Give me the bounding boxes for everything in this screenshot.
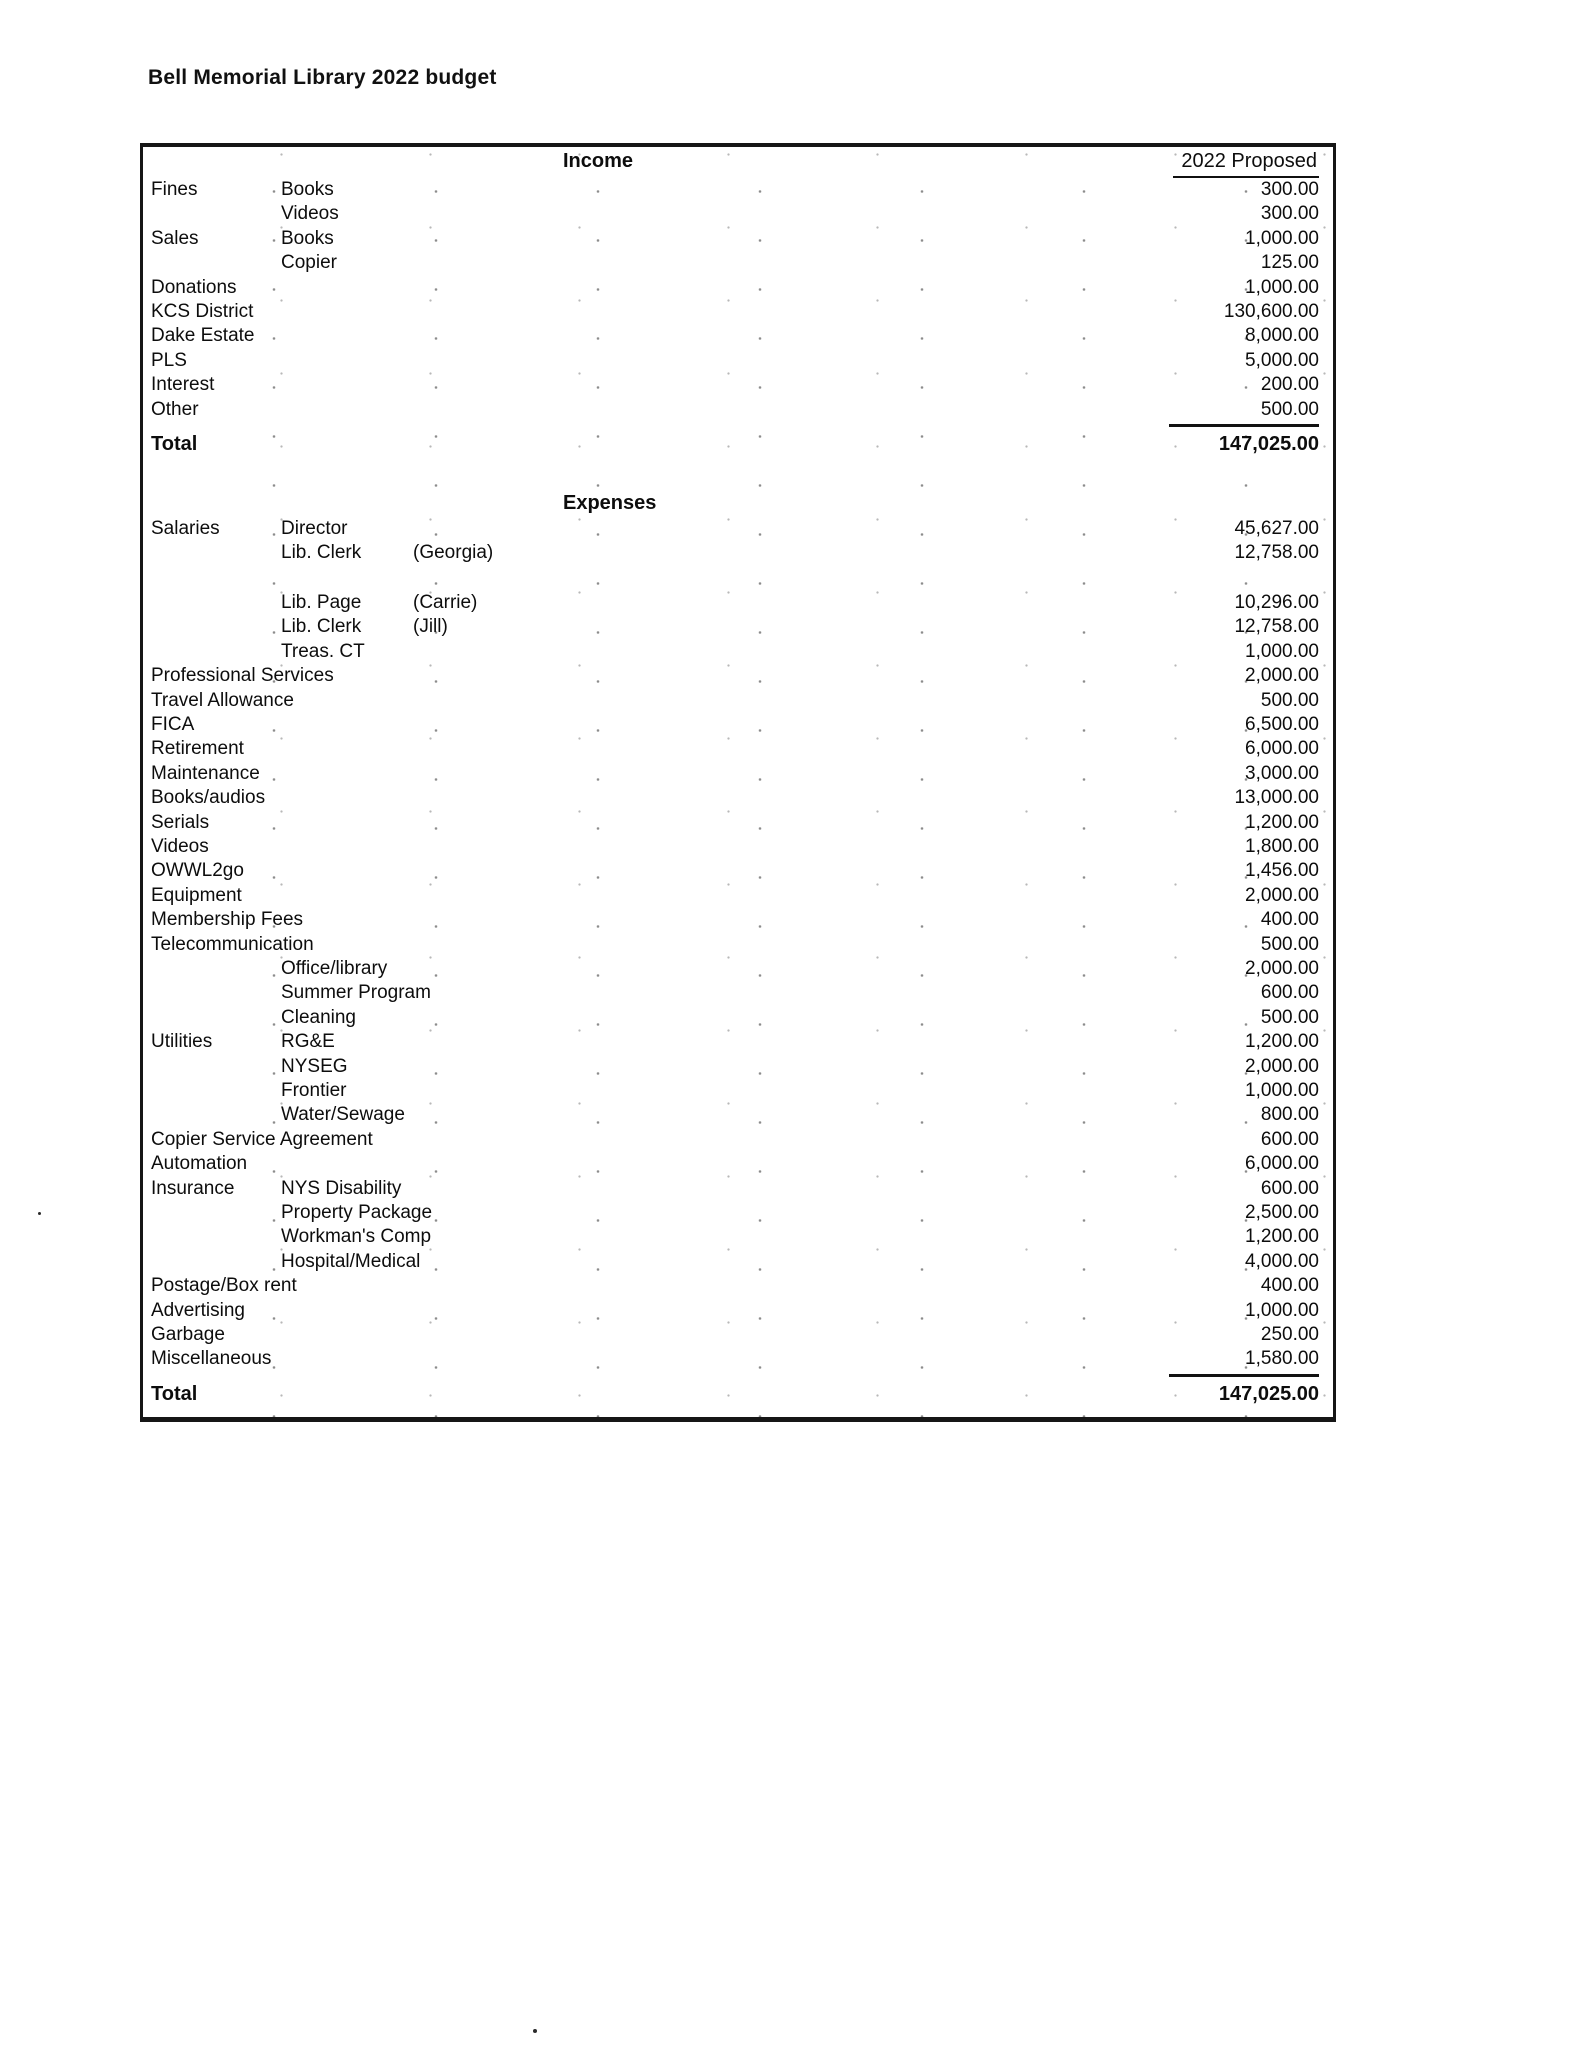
total-row — [143, 1382, 1333, 1410]
row-category: KCS District — [151, 301, 254, 323]
row-category: Serials — [151, 811, 210, 833]
table-row — [143, 1030, 1333, 1054]
row-item: Lib. Clerk — [281, 616, 362, 638]
table-row — [143, 908, 1333, 932]
row-amount: 3,000.00 — [1245, 762, 1319, 784]
row-item: Summer Program — [281, 982, 431, 1004]
row-item: Books — [281, 179, 334, 200]
row-category: Advertising — [151, 1299, 245, 1321]
row-item: Books — [281, 227, 334, 249]
row-category: Dake Estate — [151, 325, 255, 347]
row-amount: 10,296.00 — [1234, 591, 1319, 613]
row-category: Fines — [151, 179, 198, 200]
total-label: Total — [151, 1382, 198, 1405]
row-amount: 400.00 — [1260, 1275, 1319, 1297]
row-item: Copier — [281, 252, 337, 274]
row-amount: 800.00 — [1260, 1104, 1319, 1126]
row-amount: 6,500.00 — [1245, 713, 1319, 735]
row-amount: 2,500.00 — [1245, 1202, 1319, 1224]
scan-speck — [38, 1212, 41, 1215]
row-category: Sales — [151, 227, 199, 249]
row-category: Telecommunication — [151, 933, 314, 955]
row-amount: 130,600.00 — [1223, 301, 1319, 323]
table-row — [143, 373, 1333, 397]
table-row — [143, 1128, 1333, 1152]
row-category: Travel Allowance — [151, 689, 294, 711]
row-item: Cleaning — [281, 1006, 356, 1028]
table-row — [143, 300, 1333, 324]
table-row — [143, 1274, 1333, 1298]
table-row — [143, 981, 1333, 1005]
row-detail: (Georgia) — [413, 542, 494, 564]
table-row — [143, 1201, 1333, 1225]
row-item: Water/Sewage — [281, 1104, 405, 1126]
table-row — [143, 1079, 1333, 1103]
total-amount: 147,025.00 — [1218, 433, 1319, 456]
row-amount: 5,000.00 — [1245, 349, 1319, 371]
row-amount: 500.00 — [1260, 1006, 1319, 1028]
budget-table — [140, 143, 1336, 1422]
table-row — [143, 251, 1333, 275]
row-detail: (Carrie) — [413, 591, 478, 613]
row-category: Miscellaneous — [151, 1348, 272, 1370]
table-row — [143, 1055, 1333, 1079]
row-amount: 1,000.00 — [1245, 640, 1319, 662]
row-category: Retirement — [151, 738, 244, 760]
page-title: Bell Memorial Library 2022 budget — [148, 66, 497, 89]
table-row — [143, 349, 1333, 373]
table-row — [143, 835, 1333, 859]
row-item: Treas. CT — [281, 640, 365, 662]
row-amount: 600.00 — [1260, 982, 1319, 1004]
row-item: Frontier — [281, 1080, 347, 1101]
table-row — [143, 1299, 1333, 1323]
row-amount: 200.00 — [1260, 374, 1319, 396]
table-row — [143, 591, 1333, 615]
table-row — [143, 1152, 1333, 1176]
row-item: Videos — [281, 203, 339, 225]
row-category: Maintenance — [151, 762, 260, 784]
row-amount: 1,000.00 — [1245, 276, 1319, 298]
section-header-row — [143, 490, 1333, 517]
row-category: Videos — [151, 835, 209, 857]
total-amount: 147,025.00 — [1218, 1382, 1319, 1405]
row-amount: 45,627.00 — [1234, 518, 1319, 540]
row-category: FICA — [151, 713, 195, 735]
row-amount: 4,000.00 — [1245, 1250, 1319, 1272]
row-amount: 400.00 — [1260, 909, 1319, 931]
row-amount: 125.00 — [1260, 252, 1319, 274]
row-amount: 500.00 — [1260, 933, 1319, 955]
row-category: Garbage — [151, 1324, 225, 1346]
row-amount: 250.00 — [1260, 1324, 1319, 1346]
table-row — [143, 1323, 1333, 1347]
row-amount: 2,000.00 — [1245, 665, 1319, 687]
row-item: Lib. Page — [281, 591, 362, 613]
row-item: NYS Disability — [281, 1177, 402, 1199]
row-category: OWWL2go — [151, 860, 244, 882]
row-category: Interest — [151, 374, 215, 396]
row-item: Workman's Comp — [281, 1226, 432, 1248]
row-item: Office/library — [281, 957, 388, 979]
table-row — [143, 202, 1333, 226]
table-row — [143, 398, 1333, 427]
table-row — [143, 517, 1333, 541]
row-amount: 600.00 — [1260, 1128, 1319, 1150]
table-row — [143, 957, 1333, 981]
row-category: Books/audios — [151, 787, 266, 809]
table-row — [143, 1006, 1333, 1030]
row-category: Automation — [151, 1153, 248, 1175]
row-amount: 6,000.00 — [1245, 1153, 1319, 1175]
row-amount: 13,000.00 — [1234, 787, 1319, 809]
table-row — [143, 786, 1333, 810]
table-row — [143, 664, 1333, 688]
row-amount: 300.00 — [1260, 179, 1319, 200]
total-row — [143, 432, 1333, 460]
row-amount: 1,580.00 — [1169, 1347, 1319, 1376]
row-item: Lib. Clerk — [281, 542, 362, 564]
row-category: Insurance — [151, 1177, 235, 1199]
row-amount: 600.00 — [1260, 1177, 1319, 1199]
table-row — [143, 811, 1333, 835]
table-row — [143, 933, 1333, 957]
column-header-2022-proposed: 2022 Proposed — [1173, 148, 1319, 178]
section-title-income: Income — [563, 150, 634, 172]
row-category: Postage/Box rent — [151, 1275, 297, 1297]
row-amount: 2,000.00 — [1245, 1055, 1319, 1077]
table-row — [143, 640, 1333, 664]
row-category: Salaries — [151, 518, 220, 540]
total-label: Total — [151, 433, 198, 456]
row-category: Equipment — [151, 884, 242, 906]
row-amount: 1,000.00 — [1245, 1299, 1319, 1321]
row-amount: 300.00 — [1260, 203, 1319, 225]
table-row — [143, 615, 1333, 639]
row-category: Other — [151, 398, 199, 420]
table-row — [143, 178, 1333, 202]
row-amount: 1,200.00 — [1245, 1226, 1319, 1248]
row-amount: 12,758.00 — [1234, 616, 1319, 638]
row-amount: 2,000.00 — [1245, 957, 1319, 979]
row-amount: 500.00 — [1260, 689, 1319, 711]
table-row — [143, 713, 1333, 737]
budget-rows — [143, 148, 1333, 1410]
table-row — [143, 1250, 1333, 1274]
section-header-row — [143, 148, 1333, 178]
table-row — [143, 1177, 1333, 1201]
table-row — [143, 859, 1333, 883]
table-row — [143, 762, 1333, 786]
row-amount: 12,758.00 — [1234, 542, 1319, 564]
row-item: RG&E — [281, 1031, 335, 1053]
section-title-expenses: Expenses — [563, 492, 657, 515]
table-row — [143, 324, 1333, 348]
row-item: Hospital/Medical — [281, 1250, 421, 1272]
row-category: Utilities — [151, 1031, 213, 1053]
row-amount: 1,200.00 — [1245, 1031, 1319, 1053]
row-amount: 8,000.00 — [1245, 325, 1319, 347]
row-amount: 2,000.00 — [1245, 884, 1319, 906]
row-category: PLS — [151, 349, 187, 371]
row-amount: 1,000.00 — [1245, 227, 1319, 249]
row-category: Copier Service Agreement — [151, 1128, 373, 1150]
section-gap — [143, 460, 1333, 490]
row-amount: 6,000.00 — [1245, 738, 1319, 760]
table-row — [143, 884, 1333, 908]
row-amount: 1,200.00 — [1245, 811, 1319, 833]
table-row — [143, 1103, 1333, 1127]
row-item: Director — [281, 518, 348, 540]
row-amount: 500.00 — [1169, 398, 1319, 427]
row-item: Property Package — [281, 1202, 433, 1224]
row-amount: 1,000.00 — [1245, 1080, 1319, 1101]
scan-speck — [533, 2029, 537, 2033]
row-category: Professional Services — [151, 665, 334, 687]
row-category: Donations — [151, 276, 237, 298]
table-row — [143, 1225, 1333, 1249]
table-row — [143, 689, 1333, 713]
row-detail: (Jill) — [413, 616, 448, 638]
row-amount: 1,456.00 — [1245, 860, 1319, 882]
table-row — [143, 1347, 1333, 1376]
table-row — [143, 737, 1333, 761]
table-row — [143, 541, 1333, 565]
row-category: Membership Fees — [151, 909, 304, 931]
table-row — [143, 276, 1333, 300]
row-amount: 1,800.00 — [1245, 835, 1319, 857]
row-item: NYSEG — [281, 1055, 348, 1077]
blank-row — [143, 566, 1333, 591]
table-row — [143, 227, 1333, 251]
